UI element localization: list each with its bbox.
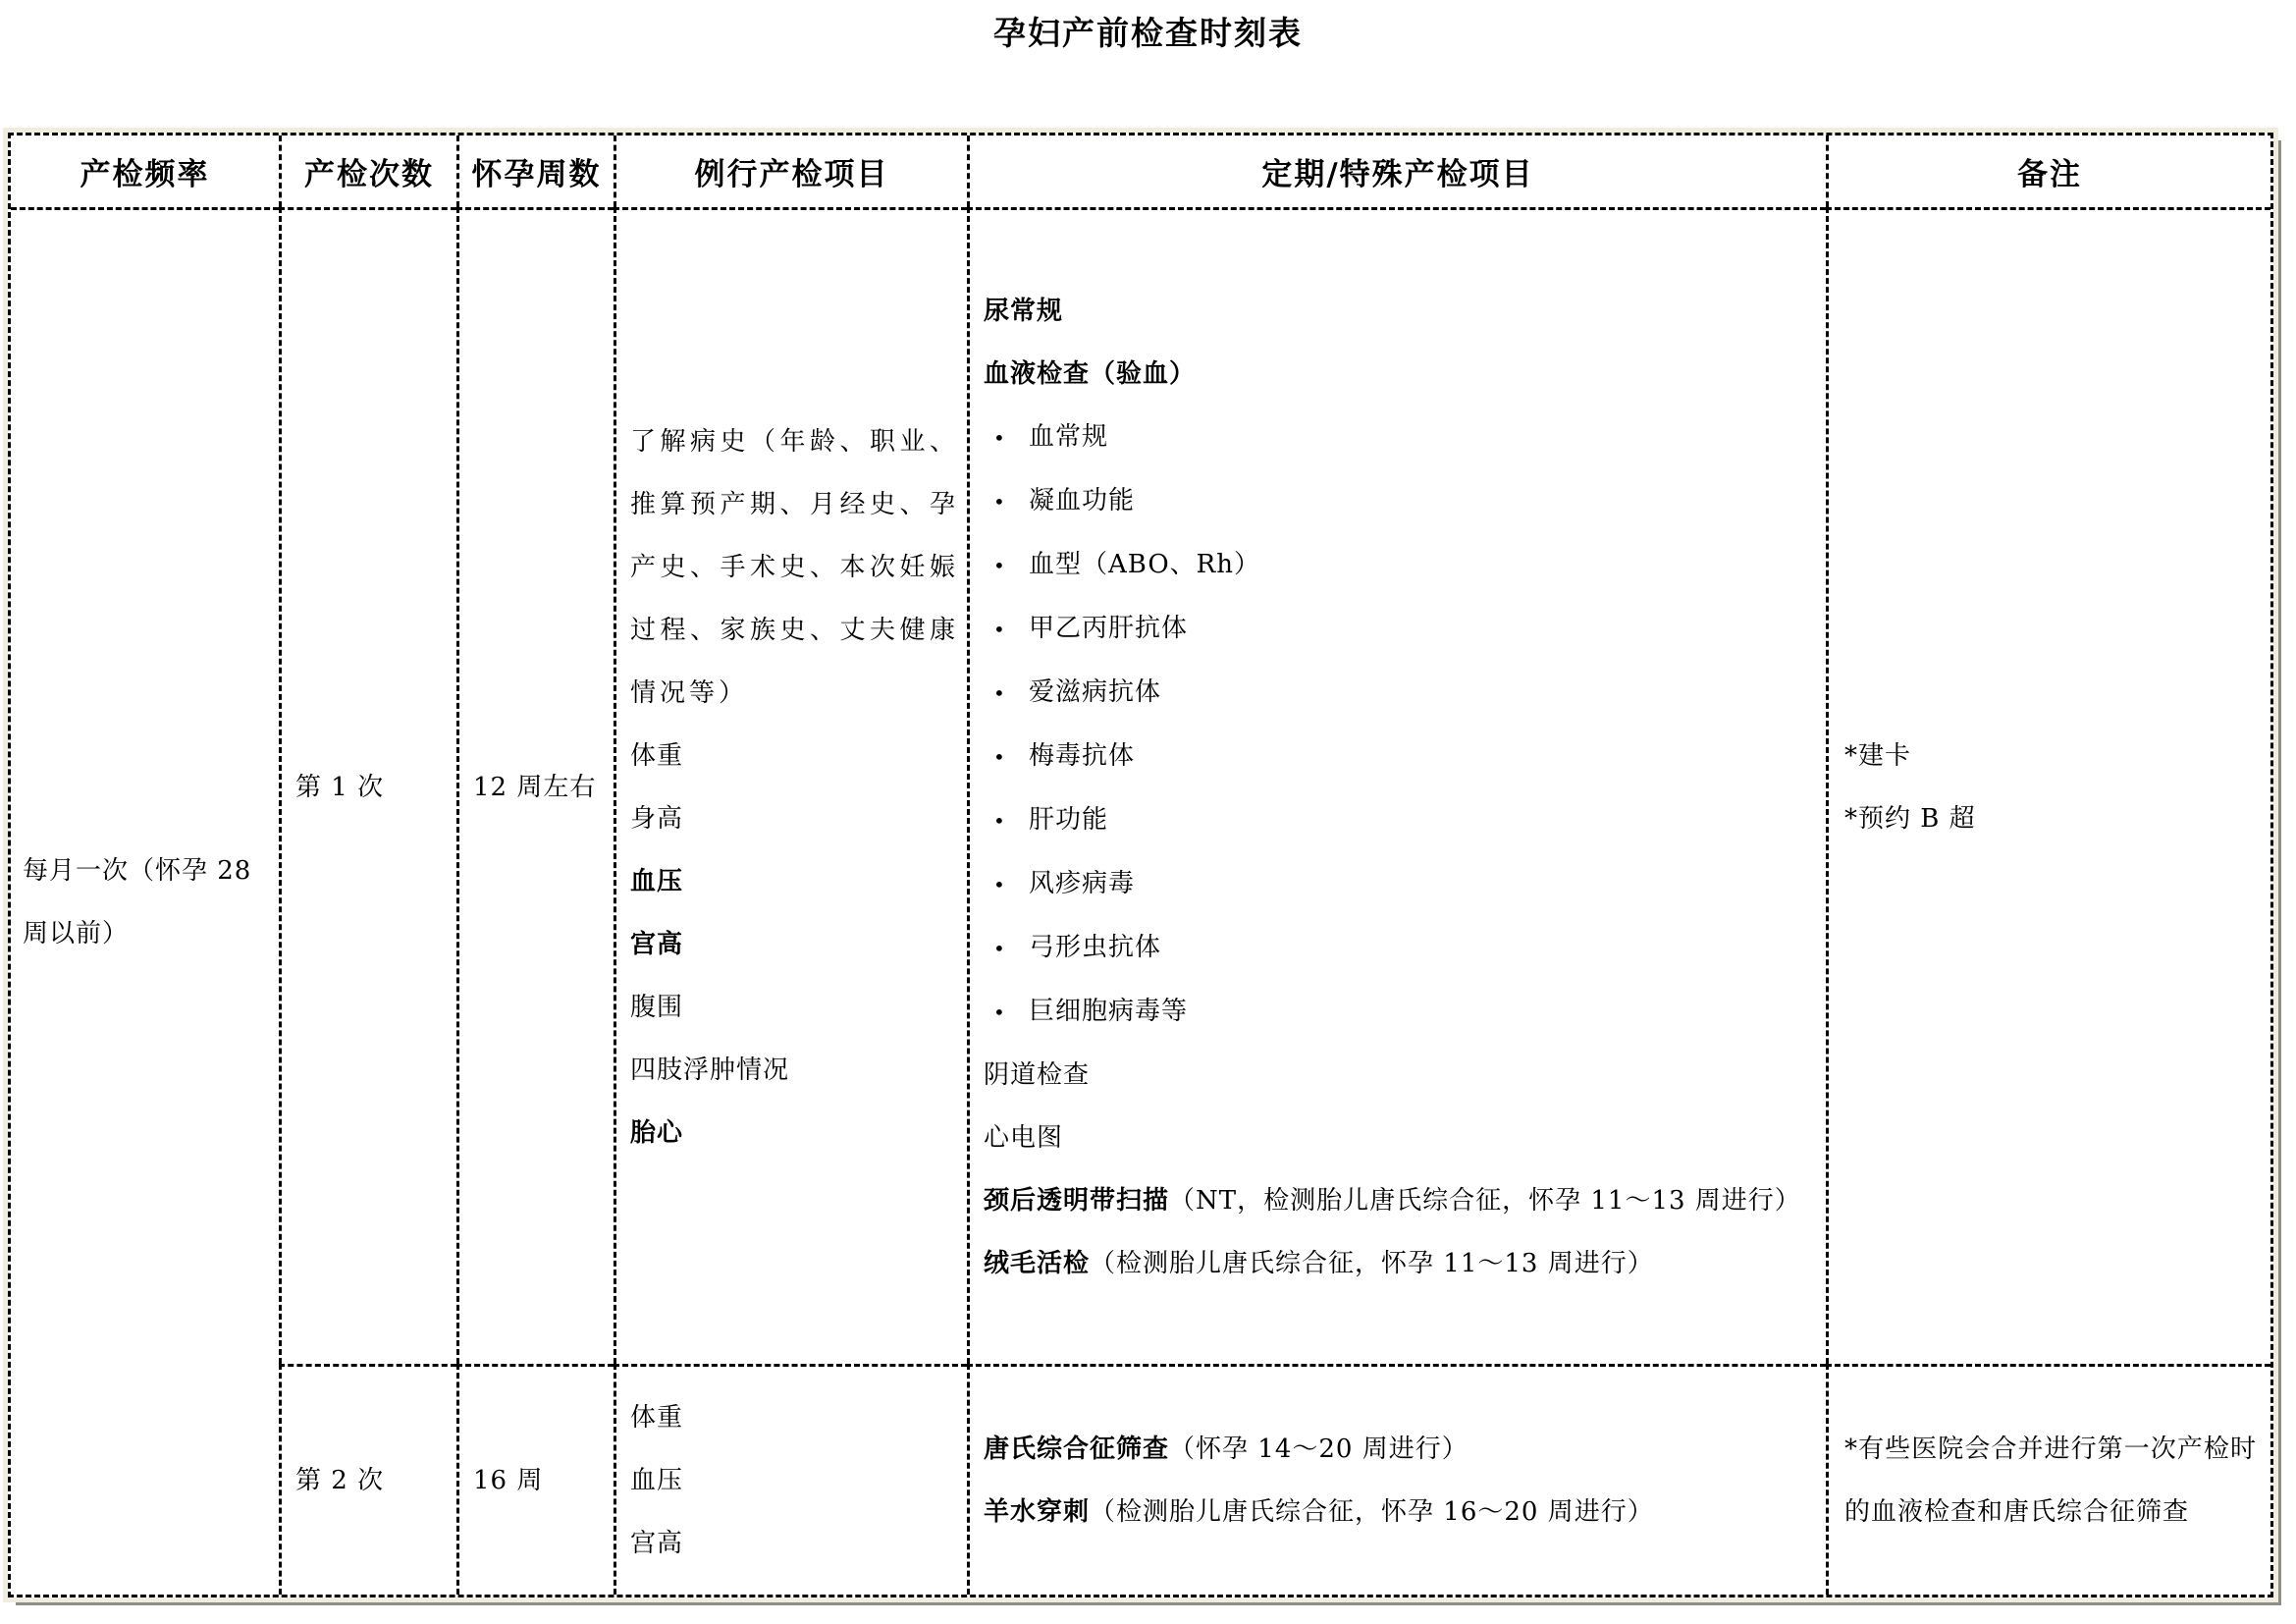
special-item bbox=[984, 533, 1818, 597]
cell-notes-2 bbox=[1826, 1364, 2270, 1595]
special-item bbox=[984, 469, 1818, 533]
cell-special-2 bbox=[967, 1364, 1826, 1595]
special-item-term: 羊水穿刺 bbox=[984, 1497, 1091, 1527]
special-item-text: 爱滋病抗体 bbox=[1029, 677, 1162, 707]
routine-item: 体重 bbox=[630, 740, 684, 771]
bullet-icon: • bbox=[993, 680, 1006, 705]
special-item-term: 唐氏综合征筛查 bbox=[984, 1435, 1170, 1464]
routine-item: 体重 bbox=[630, 1403, 684, 1433]
note-line: *预约 B 超 bbox=[1844, 803, 1976, 834]
special-item-term: 绒毛活检 bbox=[984, 1248, 1091, 1278]
bullet-icon: • bbox=[993, 425, 1006, 450]
special-item bbox=[984, 725, 1818, 788]
special-item-text: 甲乙丙肝抗体 bbox=[1029, 613, 1189, 643]
routine-item: 血压 bbox=[630, 866, 684, 896]
bullet-icon: • bbox=[993, 489, 1006, 514]
special-item-detail: （NT，检测胎儿唐氏综合征，怀孕 11～13 周进行） bbox=[1169, 1185, 1801, 1216]
visit-label: 第 1 次 bbox=[295, 772, 385, 802]
cell-notes-1 bbox=[1826, 207, 2270, 1364]
routine-item: 腹围 bbox=[630, 992, 684, 1022]
special-item bbox=[984, 1481, 1818, 1543]
special-item-text: 血常规 bbox=[1029, 421, 1109, 452]
bullet-icon: • bbox=[993, 553, 1006, 577]
special-item-text: 凝血功能 bbox=[1029, 485, 1136, 515]
special-item bbox=[984, 788, 1818, 852]
header-frequency: 产检频率 bbox=[80, 157, 210, 192]
routine-item: 宫高 bbox=[630, 929, 684, 959]
cell-visit-2 bbox=[279, 1364, 456, 1595]
cell-frequency bbox=[11, 207, 279, 1595]
page-title: 孕妇产前检查时刻表 bbox=[993, 14, 1303, 52]
header-notes: 备注 bbox=[1826, 135, 2270, 207]
special-item bbox=[984, 406, 1818, 469]
special-item bbox=[984, 980, 1818, 1044]
special-item-term: 颈后透明带扫描 bbox=[984, 1185, 1170, 1216]
bullet-icon: • bbox=[993, 617, 1006, 641]
cell-weeks-1 bbox=[456, 207, 614, 1364]
header-routine-items: 例行产检项目 bbox=[614, 135, 967, 207]
visit-label: 第 2 次 bbox=[295, 1466, 385, 1495]
special-item bbox=[984, 597, 1818, 661]
bullet-icon: • bbox=[993, 872, 1006, 896]
routine-item: 四肢浮肿情况 bbox=[630, 1055, 790, 1085]
special-item bbox=[984, 661, 1818, 725]
cell-routine-2 bbox=[614, 1364, 967, 1595]
cell-routine-1 bbox=[614, 207, 967, 1364]
note-line: *建卡 bbox=[1844, 740, 1912, 771]
special-item: 血液检查（验血） bbox=[984, 358, 1197, 389]
header-special-items: 定期/特殊产检项目 bbox=[967, 135, 1826, 207]
weeks-label: 16 周 bbox=[473, 1466, 544, 1495]
frequency-text: 每月一次（怀孕 28 周以前） bbox=[23, 856, 252, 948]
bullet-icon: • bbox=[993, 744, 1006, 769]
special-item bbox=[984, 1418, 1818, 1481]
routine-item: 了解病史（年龄、职业、推算预产期、月经史、孕产史、手术史、本次妊娠过程、家族史、丈夫健康情况等） bbox=[630, 426, 959, 708]
special-item-text: 风疹病毒 bbox=[1029, 868, 1136, 898]
prenatal-schedule-table bbox=[8, 133, 2273, 1597]
cell-weeks-2 bbox=[456, 1364, 614, 1595]
special-item-text: 梅毒抗体 bbox=[1029, 740, 1136, 771]
header-visit-count: 产检次数 bbox=[279, 135, 456, 207]
routine-item: 血压 bbox=[630, 1466, 684, 1495]
bullet-icon: • bbox=[993, 1000, 1006, 1024]
special-item: 心电图 bbox=[984, 1122, 1064, 1153]
cell-special-1 bbox=[967, 207, 1826, 1364]
special-item-text: 弓形虫抗体 bbox=[1029, 932, 1162, 962]
special-item-detail: （检测胎儿唐氏综合征，怀孕 16～20 周进行） bbox=[1090, 1497, 1654, 1527]
note-line: *有些医院会合并进行第一次产检时的血液检查和唐氏综合征筛查 bbox=[1844, 1435, 2257, 1527]
special-item-text: 巨细胞病毒等 bbox=[1029, 996, 1189, 1026]
weeks-label: 12 周左右 bbox=[473, 772, 597, 802]
bullet-icon: • bbox=[993, 936, 1006, 960]
special-item bbox=[984, 852, 1818, 916]
special-item bbox=[984, 916, 1818, 980]
header-weeks: 怀孕周数 bbox=[456, 135, 614, 207]
routine-item: 宫高 bbox=[630, 1529, 684, 1558]
routine-item: 胎心 bbox=[630, 1117, 684, 1148]
bullet-icon: • bbox=[993, 808, 1006, 833]
routine-item: 身高 bbox=[630, 803, 684, 834]
special-item-detail: （怀孕 14～20 周进行） bbox=[1169, 1435, 1468, 1464]
special-item bbox=[984, 1232, 1818, 1295]
special-item-text: 血型（ABO、Rh） bbox=[1029, 549, 1261, 579]
special-item-detail: （检测胎儿唐氏综合征，怀孕 11～13 周进行） bbox=[1090, 1248, 1654, 1278]
special-item-text: 肝功能 bbox=[1029, 804, 1109, 835]
cell-visit-1 bbox=[279, 207, 456, 1364]
special-item: 阴道检查 bbox=[984, 1059, 1091, 1090]
special-item: 尿常规 bbox=[984, 296, 1064, 326]
special-item bbox=[984, 1169, 1818, 1232]
